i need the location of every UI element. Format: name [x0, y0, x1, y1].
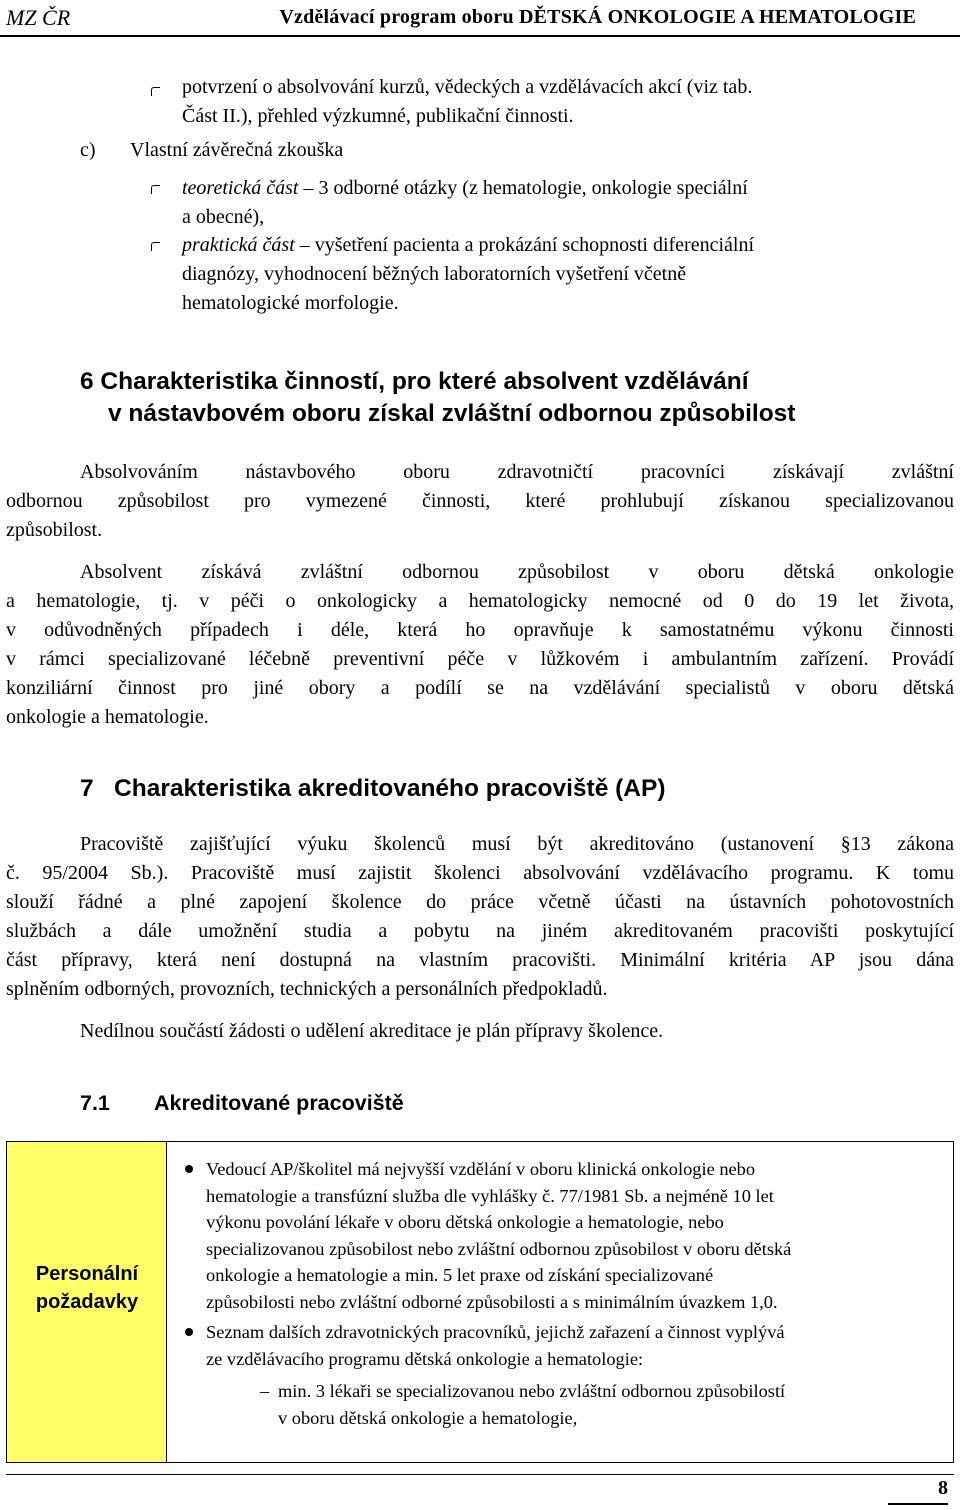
requirements-table — [6, 1141, 954, 1463]
section-7-paragraph-2: Nedílnou součástí žádosti o udělení akreditace je plán přípravy školence. — [80, 1020, 664, 1042]
section-7-paragraph-1: Pracoviště zajišťující výuku školenců musí být akreditováno (ustanovení §13 zákona č. 95/2004 Sb.). Pracoviště musí zajistit školenci absolvování vzdělávacího programu. K tomu slouží řádné a plné zapojení školence do práce včetně účasti na ústavních pohotovostních službách a dále umožnění studia a pobytu na jiném akreditovaném pracovišti poskytující část přípravy, která není dostupná na vlastním pracovišti. Minimální kritéria AP jsou dána splněním odborných, provozních, technických a personálních předpokladů. — [6, 833, 954, 1000]
square-bullet-icon — [151, 185, 161, 195]
list-label-c: c) — [80, 139, 96, 161]
section-6-heading: 6 Charakteristika činností, pro které absolvent vzdělávání v nástavbovém oboru získal zvláštní odbornou způsobilost — [80, 368, 796, 427]
bullet-dot-icon — [185, 1328, 193, 1336]
section-7-heading: 7 Charakteristika akreditovaného pracoviště (AP) — [80, 775, 666, 802]
section-7-1-heading — [80, 1088, 404, 1118]
list-item-practical-part: praktická část – vyšetření pacienta a prokázání schopnosti diferenciální diagnózy, vyhodnocení běžných laboratorních vyšetření včetně hematologické morfologie. — [182, 234, 755, 314]
page-number: 8 — [888, 1477, 948, 1505]
requirement-min-physicians: min. 3 lékaři se specializovanou nebo zvláštní odbornou způsobilostí v oboru dětská onkologie a hematologie, — [278, 1381, 786, 1428]
list-item-final-exam: Vlastní závěrečná zkouška — [130, 139, 344, 161]
header-program-title: Vzdělávací program oboru DĚTSKÁ ONKOLOGIE A HEMATOLOGIE — [279, 6, 916, 28]
requirement-head-of-department: Vedoucí AP/školitel má nejvyšší vzdělání v oboru klinická onkologie nebo hematologie a transfúzní služba dle vyhlášky č. 77/1981 Sb. a nejméně 10 let výkonu povolání lékaře v oboru dětská onkologie a hematologie, nebo specializovanou způsobilost nebo zvláštní odbornou způsobilost v oboru dětská onkologie a hematologie a min. 5 let praxe od získání specializované způsobilosti nebo zvláštní odborné způsobilosti a s minimálním úvazkem 1,0. — [206, 1159, 792, 1312]
square-bullet-icon — [151, 242, 161, 252]
bullet-dot-icon — [185, 1165, 193, 1173]
requirement-other-staff: Seznam dalších zdravotnických pracovníků, jejichž zařazení a činnost vyplývá ze vzdělávacího programu dětská onkologie a hematologie: — [206, 1322, 785, 1369]
dash-marker: – — [260, 1381, 270, 1401]
list-item-certificates: potvrzení o absolvování kurzů, vědeckých a vzdělávacích akcí (viz tab. Část II.), přehled výzkumné, publikační činnosti. — [182, 76, 753, 127]
personnel-requirements-label: Personální požadavky — [35, 1263, 139, 1313]
requirements-label-cell — [7, 1142, 167, 1462]
section-7-1-title: Akreditované pracoviště — [154, 1091, 404, 1115]
section-6-paragraph-2: Absolvent získává zvláštní odbornou způsobilost v oboru dětská onkologie a hematologie, tj. v péči o onkologicky a hematologicky nemocné od 0 do 19 let života, v odůvodněných případech i déle, která ho opravňuje k samostatnému výkonu činnosti v rámci specializované léčebně preventivní péče v lůžkovém i ambulantním zařízení. Provádí konziliární činnost pro jiné obory a podílí se na vzdělávání specialistů v oboru dětská onkologie a hematologie. — [6, 561, 954, 728]
footer-divider — [6, 1474, 954, 1475]
square-bullet-icon — [151, 87, 161, 97]
page-header — [0, 0, 960, 37]
section-7-1-number: 7.1 — [80, 1091, 110, 1115]
section-6-paragraph-1: Absolvováním nástavbového oboru zdravotničtí pracovníci získávají zvláštní odbornou způsobilost pro vymezené činnosti, které prohlubují získanou specializovanou způsobilost. — [6, 461, 954, 541]
header-ministry: MZ ČR — [6, 5, 71, 30]
list-item-theoretical-part: teoretická část – 3 odborné otázky (z hematologie, onkologie speciální a obecné), — [182, 177, 748, 228]
